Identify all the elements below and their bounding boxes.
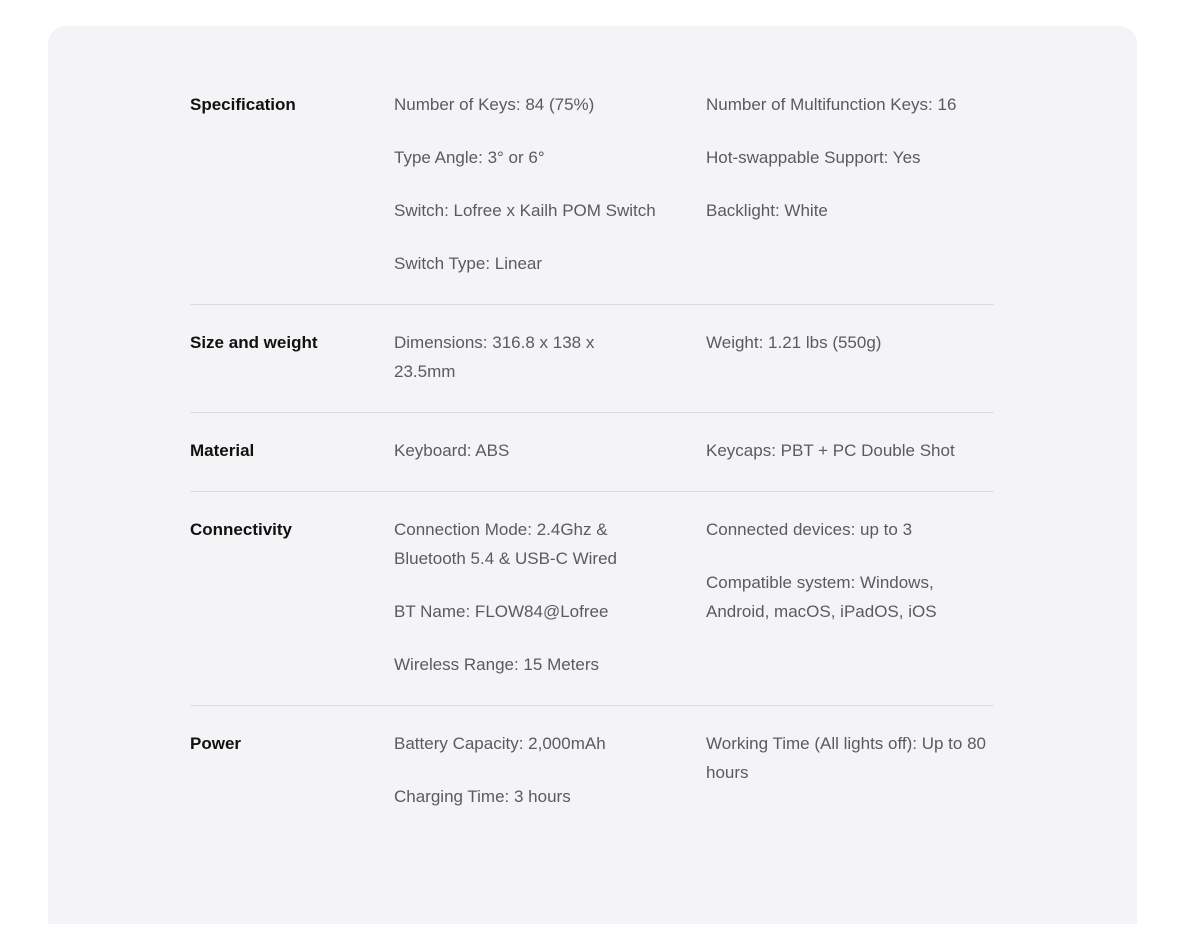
spec-item: Connected devices: up to 3 [706, 520, 913, 539]
spec-column-b [706, 436, 994, 465]
spec-item: Number of Multifunction Keys: 16 [706, 95, 957, 114]
spec-item: Working Time (All lights off): Up to 80 hours [706, 734, 986, 782]
spec-item: Switch Type: Linear [394, 254, 543, 273]
spec-item: Connection Mode: 2.4Ghz & Bluetooth 5.4 & USB-C Wired [394, 520, 617, 568]
spec-column-a [394, 729, 706, 811]
spec-item: Hot-swappable Support: Yes [706, 148, 921, 167]
spec-panel [48, 26, 1137, 924]
spec-item: Keyboard: ABS [394, 441, 510, 460]
spec-item: Weight: 1.21 lbs (550g) [706, 333, 882, 352]
spec-item: Keycaps: PBT + PC Double Shot [706, 441, 955, 460]
spec-item: Backlight: White [706, 201, 828, 220]
spec-row-power [190, 706, 994, 811]
spec-item: Compatible system: Windows, Android, macOS, iPadOS, iOS [706, 573, 937, 621]
spec-row-size-and-weight [190, 305, 994, 413]
spec-column-b [706, 729, 994, 811]
spec-column-a [394, 436, 706, 465]
spec-row-connectivity [190, 492, 994, 706]
spec-column-a [394, 90, 706, 278]
spec-item: Dimensions: 316.8 x 138 x 23.5mm [394, 333, 595, 381]
spec-row-specification [190, 90, 994, 305]
spec-item: Charging Time: 3 hours [394, 787, 571, 806]
spec-item: Wireless Range: 15 Meters [394, 655, 600, 674]
row-title: Power [190, 734, 242, 753]
spec-column-b [706, 328, 994, 386]
row-title: Specification [190, 95, 296, 114]
row-title: Material [190, 441, 255, 460]
row-title: Connectivity [190, 520, 293, 539]
spec-item: Number of Keys: 84 (75%) [394, 95, 595, 114]
spec-item: Type Angle: 3° or 6° [394, 148, 545, 167]
row-title: Size and weight [190, 333, 318, 352]
spec-row-material [190, 413, 994, 492]
spec-column-a [394, 328, 706, 386]
spec-column-b [706, 515, 994, 679]
spec-table [190, 90, 994, 811]
spec-item: BT Name: FLOW84@Lofree [394, 602, 609, 621]
spec-item: Switch: Lofree x Kailh POM Switch [394, 201, 656, 220]
spec-column-a [394, 515, 706, 679]
spec-item: Battery Capacity: 2,000mAh [394, 734, 606, 753]
spec-column-b [706, 90, 994, 278]
